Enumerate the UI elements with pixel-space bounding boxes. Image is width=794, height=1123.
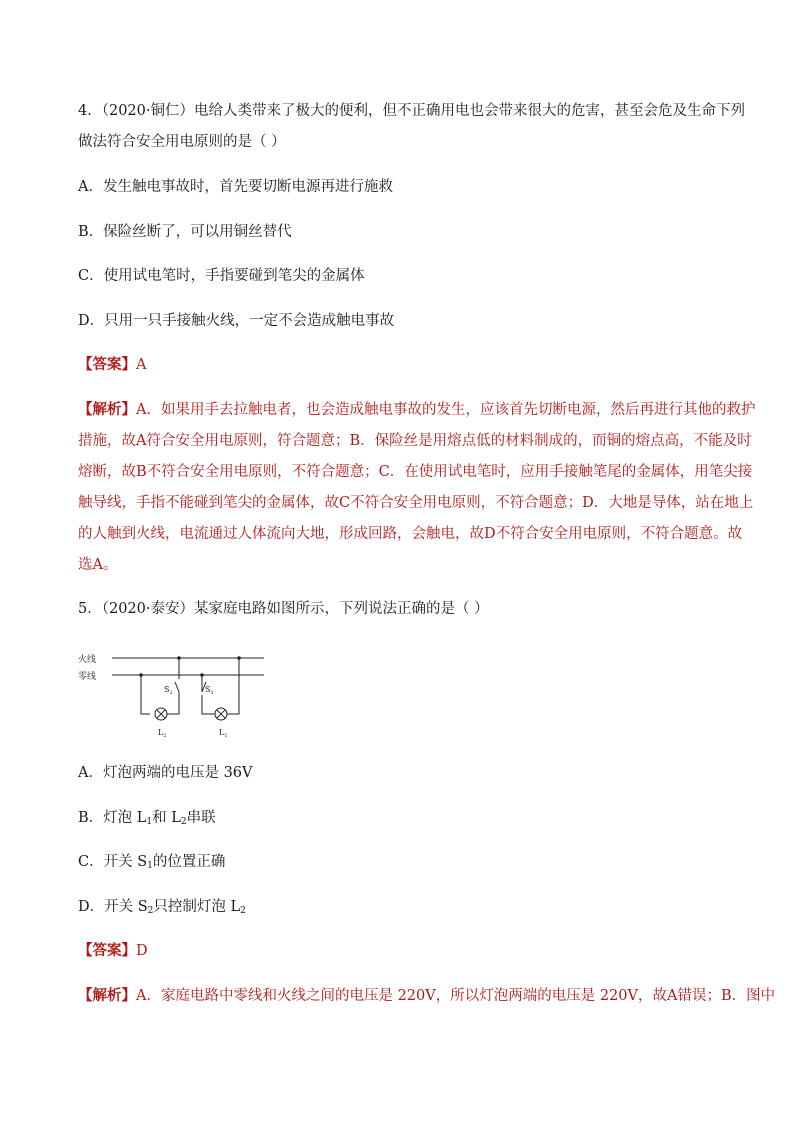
q5-option-b-sub1: 1 xyxy=(146,817,153,827)
q5-option-b-mid: 和 L xyxy=(152,810,181,826)
q5-option-b-post: 串联 xyxy=(186,810,216,826)
q4-analysis-line2: 措施，故A符合安全用电原则，符合题意；B．保险丝是用熔点低的材料制成的，而铜的熔点高，不能及时 xyxy=(78,433,752,449)
q4-option-b: B．保险丝断了，可以用铜丝替代 xyxy=(78,224,292,240)
q4-stem-line2: 做法符合安全用电原则的是（ ） xyxy=(78,134,286,150)
branch2-wire-right xyxy=(227,658,239,714)
switch-s2-icon xyxy=(175,682,179,692)
q5-option-c-sub: 1 xyxy=(147,861,153,871)
q5-option-d xyxy=(78,897,246,921)
q4-analysis-line6: 选A。 xyxy=(78,557,118,573)
q4-analysis-line4: 触导线，手指不能碰到笔尖的金属体，故C不符合安全用电原则，不符合题意；D．大地是导体，站在地上 xyxy=(78,495,754,511)
lamp-l2-label: $L_2$ xyxy=(158,728,167,739)
q5-option-b xyxy=(78,808,216,832)
q5-stem: 5．（2020·泰安）某家庭电路如图所示，下列说法正确的是（ ） xyxy=(78,601,489,617)
q5-analysis-line1 xyxy=(78,986,775,1006)
q4-stem-line1: 4．（2020·铜仁）电给人类带来了极大的便利，但不正确用电也会带来很大的危害，甚至会危及生命下列 xyxy=(78,103,745,119)
q5-option-c-text: C．开关 S xyxy=(78,854,148,870)
live-wire-label: 火线 xyxy=(78,655,97,665)
q4-option-d: D．只用一只手接触火线，一定不会造成触电事故 xyxy=(78,313,395,329)
q5-option-b-text: B．灯泡 L xyxy=(78,810,147,826)
switch-s2-label: $S_2$ xyxy=(164,685,173,696)
q5-analysis-text1: A．家庭电路中零线和火线之间的电压是 220V，所以灯泡两端的电压是 220V，故A错误；B．图中 xyxy=(136,988,776,1004)
lamp-l1-label: $L_1$ xyxy=(219,728,228,739)
q5-option-c xyxy=(78,852,225,876)
branch1-wire-left xyxy=(141,675,150,714)
q4-answer-value: A xyxy=(136,357,147,373)
circuit-diagram xyxy=(78,648,268,740)
q4-option-a: A．发生触电事故时，首先要切断电源再进行施救 xyxy=(78,179,393,195)
branch2-wire-left xyxy=(202,695,215,714)
switch-s1-label: $S_1$ xyxy=(205,685,214,696)
neutral-wire-label: 零线 xyxy=(78,672,97,682)
q5-analysis-label: 【解析】 xyxy=(78,987,136,1004)
q4-analysis-line3: 熔断，故B不符合安全用电原则，不符合题意；C．在使用试电笔时，应用手接触笔尾的金属体，用笔尖接 xyxy=(78,464,753,480)
q5-option-b-sub2: 2 xyxy=(180,817,187,827)
q5-option-c-post: 的位置正确 xyxy=(152,854,226,870)
q5-option-d-sub: 2 xyxy=(147,906,154,916)
q5-option-d-sub2: 2 xyxy=(240,906,246,916)
q4-analysis-label: 【解析】 xyxy=(78,401,136,418)
q4-answer xyxy=(78,355,146,375)
q4-analysis-text1: A．如果用手去拉触电者，也会造成触电事故的发生，应该首先切断电源，然后再进行其他的救护 xyxy=(136,402,756,418)
q4-answer-label: 【答案】 xyxy=(78,356,136,373)
q5-answer-label: 【答案】 xyxy=(78,942,136,959)
q5-answer-value: D xyxy=(136,943,148,959)
q5-answer xyxy=(78,941,148,961)
q4-analysis-line1 xyxy=(78,400,755,420)
q5-option-d-mid: 只控制灯泡 L xyxy=(153,899,241,915)
q5-option-d-text: D．开关 S xyxy=(78,899,148,915)
q4-analysis-line5: 的人触到火线，电流通过人体流向大地，形成回路，会触电，故D不符合安全用电原则，不符合题意。故 xyxy=(78,526,743,542)
q4-option-c: C．使用试电笔时，手指要碰到笔尖的金属体 xyxy=(78,268,365,284)
q5-option-a: A．灯泡两端的电压是 36V xyxy=(78,765,253,781)
